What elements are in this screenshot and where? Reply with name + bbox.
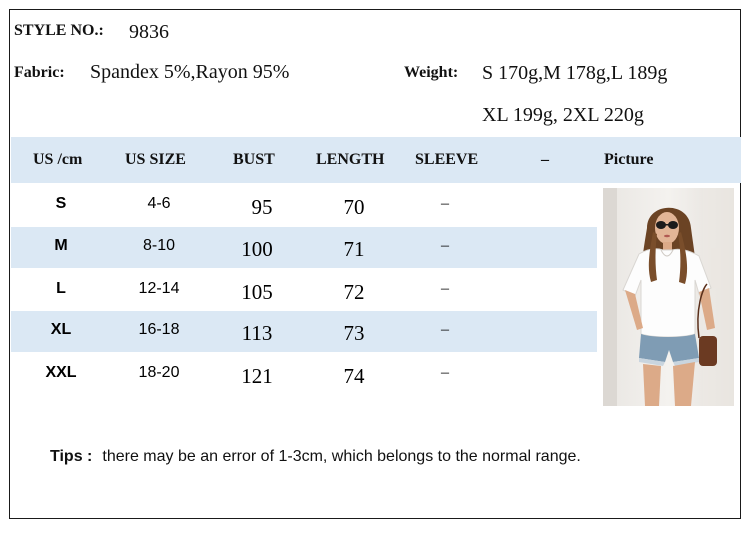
row-m-length: 71 xyxy=(343,237,365,261)
row-band-xl xyxy=(11,311,597,352)
header-us-cm: US /cm xyxy=(33,151,83,168)
row-xl-us: 16-18 xyxy=(138,321,180,338)
row-m-bust: 100 xyxy=(241,237,273,261)
header-picture: Picture xyxy=(604,151,654,168)
fabric-value: Spandex 5%,Rayon 95% xyxy=(90,61,290,83)
row-xxl-us: 18-20 xyxy=(138,364,180,381)
row-l-sleeve: – xyxy=(441,280,449,297)
tips-text: there may be an error of 1-3cm, which belongs to the normal range. xyxy=(102,448,581,465)
row-s-size: S xyxy=(55,195,67,212)
style-no-label: STYLE NO.: xyxy=(14,22,104,39)
tips-label: Tips : xyxy=(50,448,93,465)
row-xl-sleeve: – xyxy=(441,321,449,338)
row-s-sleeve: – xyxy=(441,195,449,212)
product-photo xyxy=(603,188,734,406)
weight-line-2: XL 199g, 2XL 220g xyxy=(482,104,644,126)
row-s-length: 70 xyxy=(343,195,365,219)
row-m-size: M xyxy=(54,237,68,254)
weight-label: Weight: xyxy=(404,64,459,81)
row-xxl-size: XXL xyxy=(45,364,77,381)
header-sleeve: SLEEVE xyxy=(415,151,479,168)
row-l-bust: 105 xyxy=(241,280,273,304)
header-length: LENGTH xyxy=(316,151,385,168)
row-m-sleeve: – xyxy=(441,237,449,254)
row-s-bust: 95 xyxy=(251,195,273,219)
header-dash: – xyxy=(541,151,549,168)
row-xxl-length: 74 xyxy=(343,364,365,388)
row-xl-bust: 113 xyxy=(241,321,273,345)
fabric-label: Fabric: xyxy=(14,64,65,81)
row-l-length: 72 xyxy=(343,280,365,304)
row-xxl-bust: 121 xyxy=(241,364,273,388)
row-l-us: 12-14 xyxy=(138,280,180,297)
header-bust: BUST xyxy=(233,151,275,168)
weight-line-1: S 170g,M 178g,L 189g xyxy=(482,62,668,84)
row-xxl-sleeve: – xyxy=(441,364,449,381)
header-us-size: US SIZE xyxy=(125,151,186,168)
row-band-m xyxy=(11,227,597,268)
tips-line xyxy=(50,448,581,466)
style-no-value: 9836 xyxy=(129,21,169,43)
row-l-size: L xyxy=(56,280,66,297)
row-xl-length: 73 xyxy=(343,321,365,345)
row-s-us: 4-6 xyxy=(147,195,171,212)
row-xl-size: XL xyxy=(50,321,72,338)
row-m-us: 8-10 xyxy=(142,237,176,254)
